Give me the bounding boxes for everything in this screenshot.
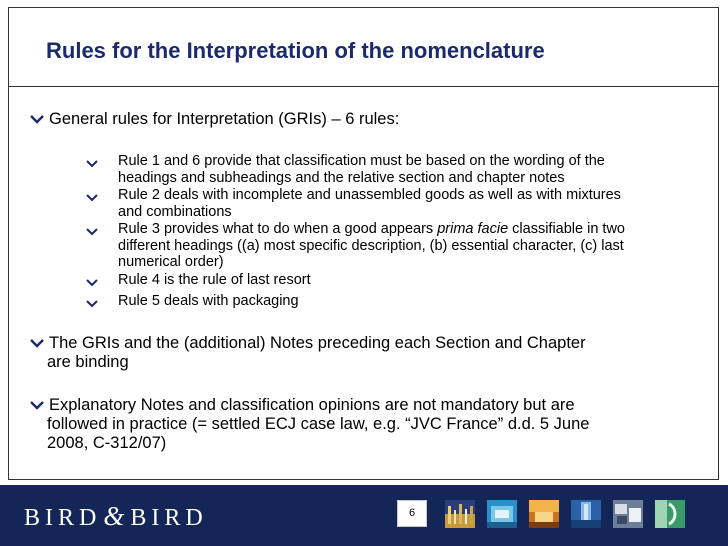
title-band xyxy=(9,8,718,87)
sub-item-2-line-2: and combinations xyxy=(118,203,232,220)
sub-item-1-line-2: headings and subheadings and the relative section and chapter notes xyxy=(118,169,565,186)
bullet-1-text: General rules for Interpretation (GRIs) – 6 rules: xyxy=(49,110,400,128)
page-number: 6 xyxy=(397,500,427,527)
bullet-3-line-2: followed in practice (= settled ECJ case law, e.g. “JVC France” d.d. 5 June xyxy=(47,415,590,433)
sub-item-3 xyxy=(118,221,698,271)
slide-title: Rules for the Interpretation of the nomenclature xyxy=(46,38,545,63)
sub-item-3-line-3: numerical order) xyxy=(118,254,224,270)
sub-item-4 xyxy=(118,272,698,289)
chevron-subbullet-icon xyxy=(86,224,98,241)
bullet-2-line-2: are binding xyxy=(47,353,129,371)
sub-item-3-post: classifiable in two xyxy=(508,221,625,237)
footer-image-4 xyxy=(571,500,601,528)
footer-image-2 xyxy=(487,500,517,528)
sub-item-1-line-1: Rule 1 and 6 provide that classification must be based on the wording of the xyxy=(118,153,605,169)
sub-item-5 xyxy=(118,293,698,310)
sub-item-2 xyxy=(118,187,698,220)
footer-image-6 xyxy=(655,500,685,528)
footer-bar xyxy=(0,485,728,546)
bullet-3-line-1: Explanatory Notes and classification opinions are not mandatory but are xyxy=(49,396,575,414)
footer-image-5 xyxy=(613,500,643,528)
chevron-bullet-icon xyxy=(30,115,44,124)
logo-ampersand: & xyxy=(103,501,125,531)
chevron-subbullet-icon xyxy=(86,156,98,173)
footer-image-1 xyxy=(445,500,475,528)
chevron-subbullet-icon xyxy=(86,275,98,292)
bullet-3 xyxy=(30,396,710,453)
sub-item-3-emphasis: prima facie xyxy=(437,221,509,237)
logo-word-right: BIRD xyxy=(130,505,208,531)
bullet-3-line-3: 2008, C-312/07) xyxy=(47,434,167,452)
bullet-2-line-1: The GRIs and the (additional) Notes preceding each Section and Chapter xyxy=(49,334,586,352)
footer-image-3 xyxy=(529,500,559,528)
sub-item-3-pre: Rule 3 provides what to do when a good appears xyxy=(118,221,438,237)
bullet-1 xyxy=(30,110,710,129)
bird-and-bird-logo xyxy=(24,501,208,532)
bullet-2 xyxy=(30,334,710,372)
sub-item-2-line-1: Rule 2 deals with incomplete and unassembled goods as well as with mixtures xyxy=(118,187,621,203)
sub-item-4-line-1: Rule 4 is the rule of last resort xyxy=(118,272,311,288)
sub-item-3-line-2: different headings ((a) most specific description, (b) essential character, (c) last xyxy=(118,237,624,254)
logo-word-left: BIRD xyxy=(24,505,102,531)
sub-item-5-line-1: Rule 5 deals with packaging xyxy=(118,293,299,309)
chevron-bullet-icon xyxy=(30,401,44,410)
sub-item-1 xyxy=(118,153,698,186)
chevron-bullet-icon xyxy=(30,339,44,348)
chevron-subbullet-icon xyxy=(86,190,98,207)
chevron-subbullet-icon xyxy=(86,296,98,313)
sub-item-3-line-1 xyxy=(118,221,698,238)
